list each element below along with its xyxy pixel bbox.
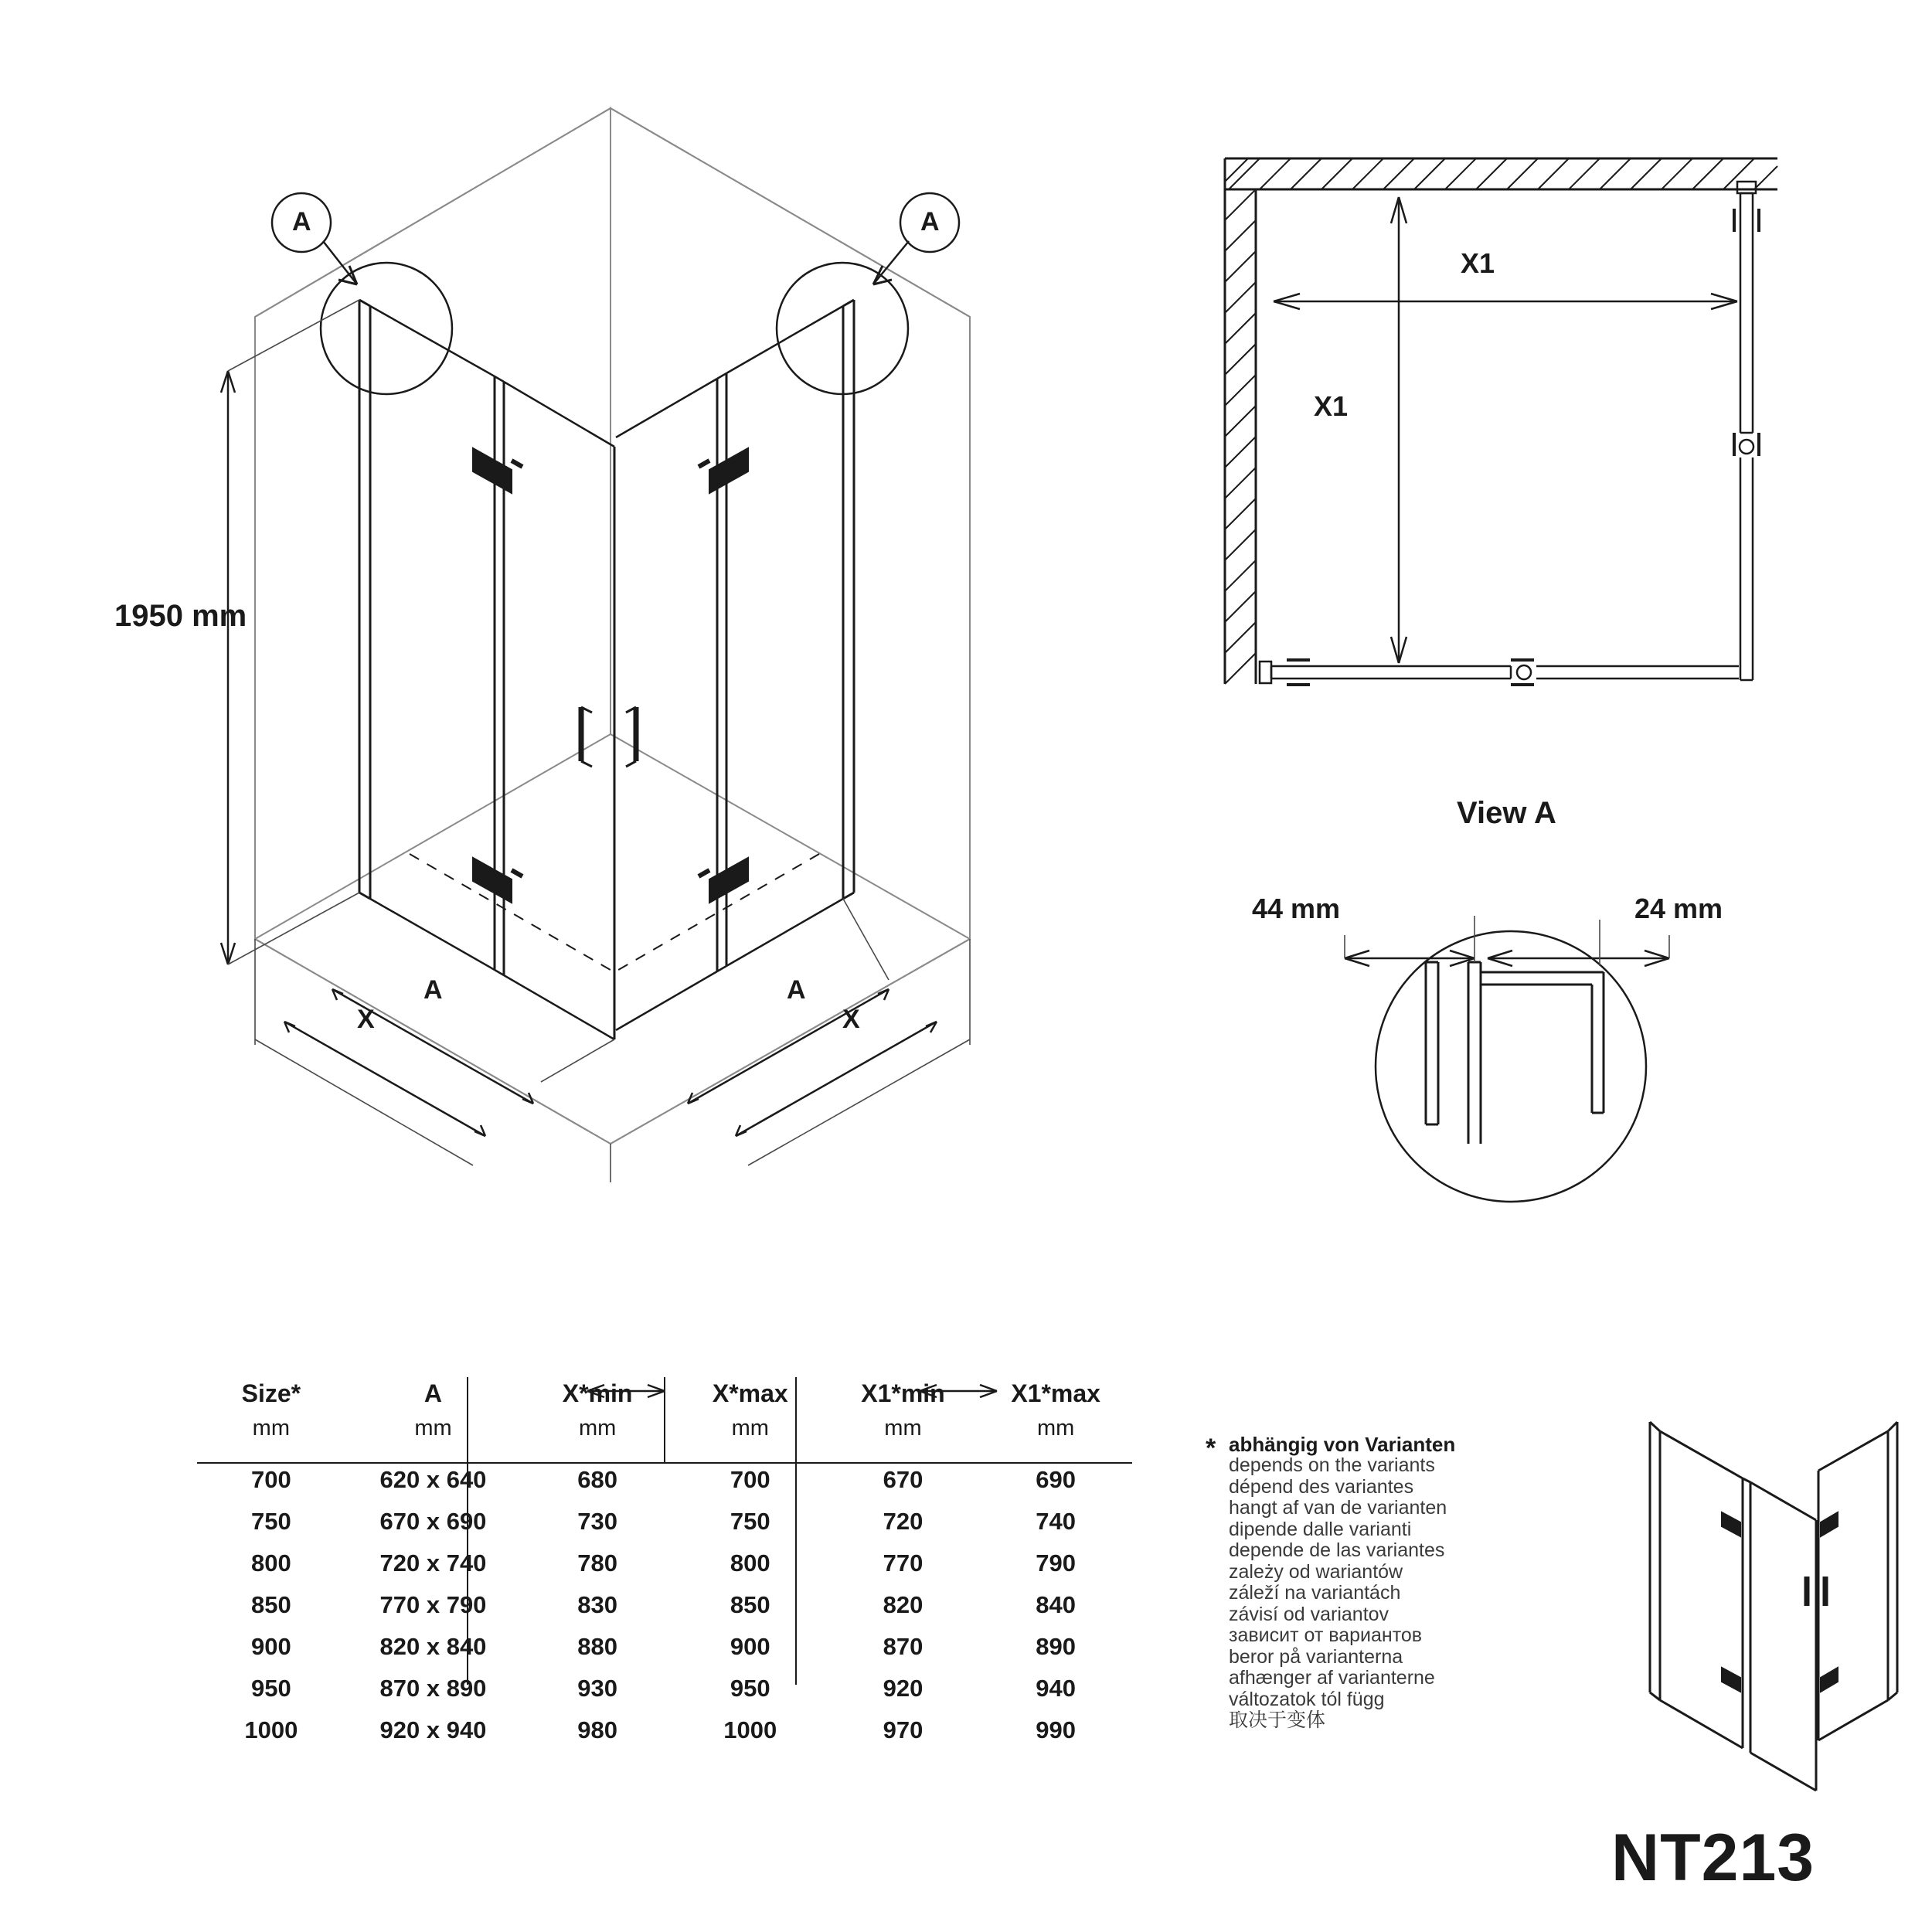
table-row [197, 1501, 1132, 1543]
cell-x1max: 990 [1036, 1716, 1077, 1743]
cell-a: 820 x 840 [379, 1633, 487, 1660]
table-row [197, 1668, 1132, 1709]
cell-xmax: 900 [730, 1633, 770, 1660]
cell-size: 900 [250, 1633, 291, 1660]
x1-vertical-dimension [1391, 197, 1406, 663]
table-header-xmin: X*min [562, 1379, 633, 1407]
table-unit-xmin: mm [578, 1416, 617, 1440]
cell-xmax: 800 [730, 1549, 770, 1577]
model-code-label: NT213 [1611, 1821, 1815, 1895]
cell-x1min: 870 [883, 1633, 923, 1660]
bottom-dimensions-right [688, 899, 970, 1165]
cell-x1max: 940 [1036, 1675, 1077, 1702]
table-unit-size: mm [252, 1416, 290, 1440]
cell-xmin: 780 [577, 1549, 617, 1577]
top-view-x1-horizontal-label: X1 [1461, 247, 1495, 279]
cell-x1max: 890 [1036, 1633, 1077, 1660]
cell-x1min: 770 [883, 1549, 923, 1577]
top-view-plan [1225, 158, 1777, 685]
cell-a: 720 x 740 [379, 1549, 487, 1577]
table-head [197, 1368, 1132, 1459]
view-a-detail [1345, 916, 1669, 1202]
cell-a: 920 x 940 [379, 1716, 487, 1743]
footnote-marker: * [1206, 1434, 1216, 1463]
cell-xmax: 850 [730, 1591, 770, 1618]
table-header-size: Size* [241, 1379, 301, 1407]
footnote-line-de: abhängig von Varianten [1229, 1433, 1456, 1456]
cell-xmin: 980 [577, 1716, 617, 1743]
cell-a: 870 x 890 [379, 1675, 487, 1702]
cell-size: 800 [250, 1549, 291, 1577]
cell-x1max: 740 [1036, 1508, 1077, 1535]
height-dimension-label: 1950 mm [114, 599, 247, 633]
cell-x1min: 670 [883, 1466, 923, 1493]
cell-xmax: 700 [730, 1466, 770, 1493]
footnote-line-nl: hangt af van de varianten [1229, 1497, 1447, 1519]
cell-a: 670 x 690 [379, 1508, 487, 1535]
cell-a: 620 x 640 [379, 1466, 487, 1493]
cell-x1max: 840 [1036, 1591, 1077, 1618]
cell-xmin: 830 [577, 1591, 617, 1618]
footnote-line-hu: változatok tól függ [1229, 1688, 1385, 1710]
specification-table-wrapper [197, 1368, 1132, 1751]
table-unit-x1min: mm [884, 1416, 922, 1440]
footnote-line-it: dipende dalle varianti [1229, 1518, 1412, 1540]
cell-x1min: 970 [883, 1716, 923, 1743]
footnote-line-es: depende de las variantes [1229, 1539, 1445, 1562]
cell-x1min: 920 [883, 1675, 923, 1702]
table-unit-xmax: mm [731, 1416, 769, 1440]
specification-table [197, 1368, 1132, 1751]
cell-xmin: 930 [577, 1675, 617, 1702]
cell-x1min: 720 [883, 1508, 923, 1535]
cell-xmax: 750 [730, 1508, 770, 1535]
view-a-dim-right-label: 24 mm [1634, 893, 1723, 924]
callout-label-a-left: A [292, 207, 311, 236]
table-row [197, 1584, 1132, 1626]
axis-label-x-right: X [842, 1005, 860, 1034]
table-header-x1min: X1*min [861, 1379, 945, 1407]
cell-size: 950 [250, 1675, 291, 1702]
axis-label-x-left: X [357, 1005, 375, 1034]
footnote-line-sv: beror på varianterna [1229, 1645, 1403, 1668]
footnote-line-pl: zależy od wariantów [1229, 1560, 1403, 1583]
table-unit-x1max: mm [1036, 1416, 1075, 1440]
dim-24 [1488, 920, 1669, 966]
table-unit-a: mm [414, 1416, 452, 1440]
footnote-line-ru: зависит от вариантов [1229, 1624, 1423, 1647]
table-row [197, 1459, 1132, 1501]
cell-size: 700 [250, 1466, 291, 1493]
cell-xmax: 1000 [723, 1716, 777, 1743]
cell-xmax: 950 [730, 1675, 770, 1702]
table-row [197, 1626, 1132, 1668]
table-row [197, 1709, 1132, 1751]
table-header-a: A [423, 1379, 443, 1407]
cell-xmin: 730 [577, 1508, 617, 1535]
footnote-line-zh: 取决于变体 [1229, 1709, 1326, 1732]
dim-44 [1345, 916, 1475, 966]
footnote-line-da: afhænger af varianterne [1229, 1667, 1435, 1689]
axis-label-a-left: A [423, 975, 443, 1005]
cell-x1min: 820 [883, 1591, 923, 1618]
footnote-line-cs: záleží na variantách [1229, 1582, 1401, 1604]
footnote-block [1206, 1433, 1584, 1732]
table-header-row-units [197, 1411, 1132, 1459]
cell-size: 850 [250, 1591, 291, 1618]
view-a-title: View A [1457, 796, 1556, 830]
table-header-row-units-top [197, 1368, 1132, 1411]
cell-x1max: 790 [1036, 1549, 1077, 1577]
cell-x1max: 690 [1036, 1466, 1077, 1493]
cell-a: 770 x 790 [379, 1591, 487, 1618]
cell-size: 750 [250, 1508, 291, 1535]
footnote-line-fr: dépend des variantes [1229, 1475, 1414, 1498]
top-view-x1-vertical-label: X1 [1314, 390, 1349, 422]
cell-xmin: 680 [577, 1466, 617, 1493]
cell-size: 1000 [244, 1716, 298, 1743]
footnote-line-sk: závisí od variantov [1229, 1603, 1389, 1625]
footnote-line-en: depends on the variants [1229, 1454, 1435, 1477]
isometric-enclosure [255, 108, 970, 1144]
x1-horizontal-dimension [1274, 294, 1737, 309]
table-row [197, 1543, 1132, 1584]
axis-label-a-right: A [787, 975, 806, 1005]
product-thumbnail [1650, 1422, 1897, 1791]
cell-xmin: 880 [577, 1633, 617, 1660]
callout-label-a-right: A [920, 207, 940, 236]
table-body [197, 1459, 1132, 1751]
table-header-x1max: X1*max [1011, 1379, 1100, 1407]
view-a-dim-left-label: 44 mm [1252, 893, 1341, 924]
table-header-xmax: X*max [712, 1379, 788, 1407]
